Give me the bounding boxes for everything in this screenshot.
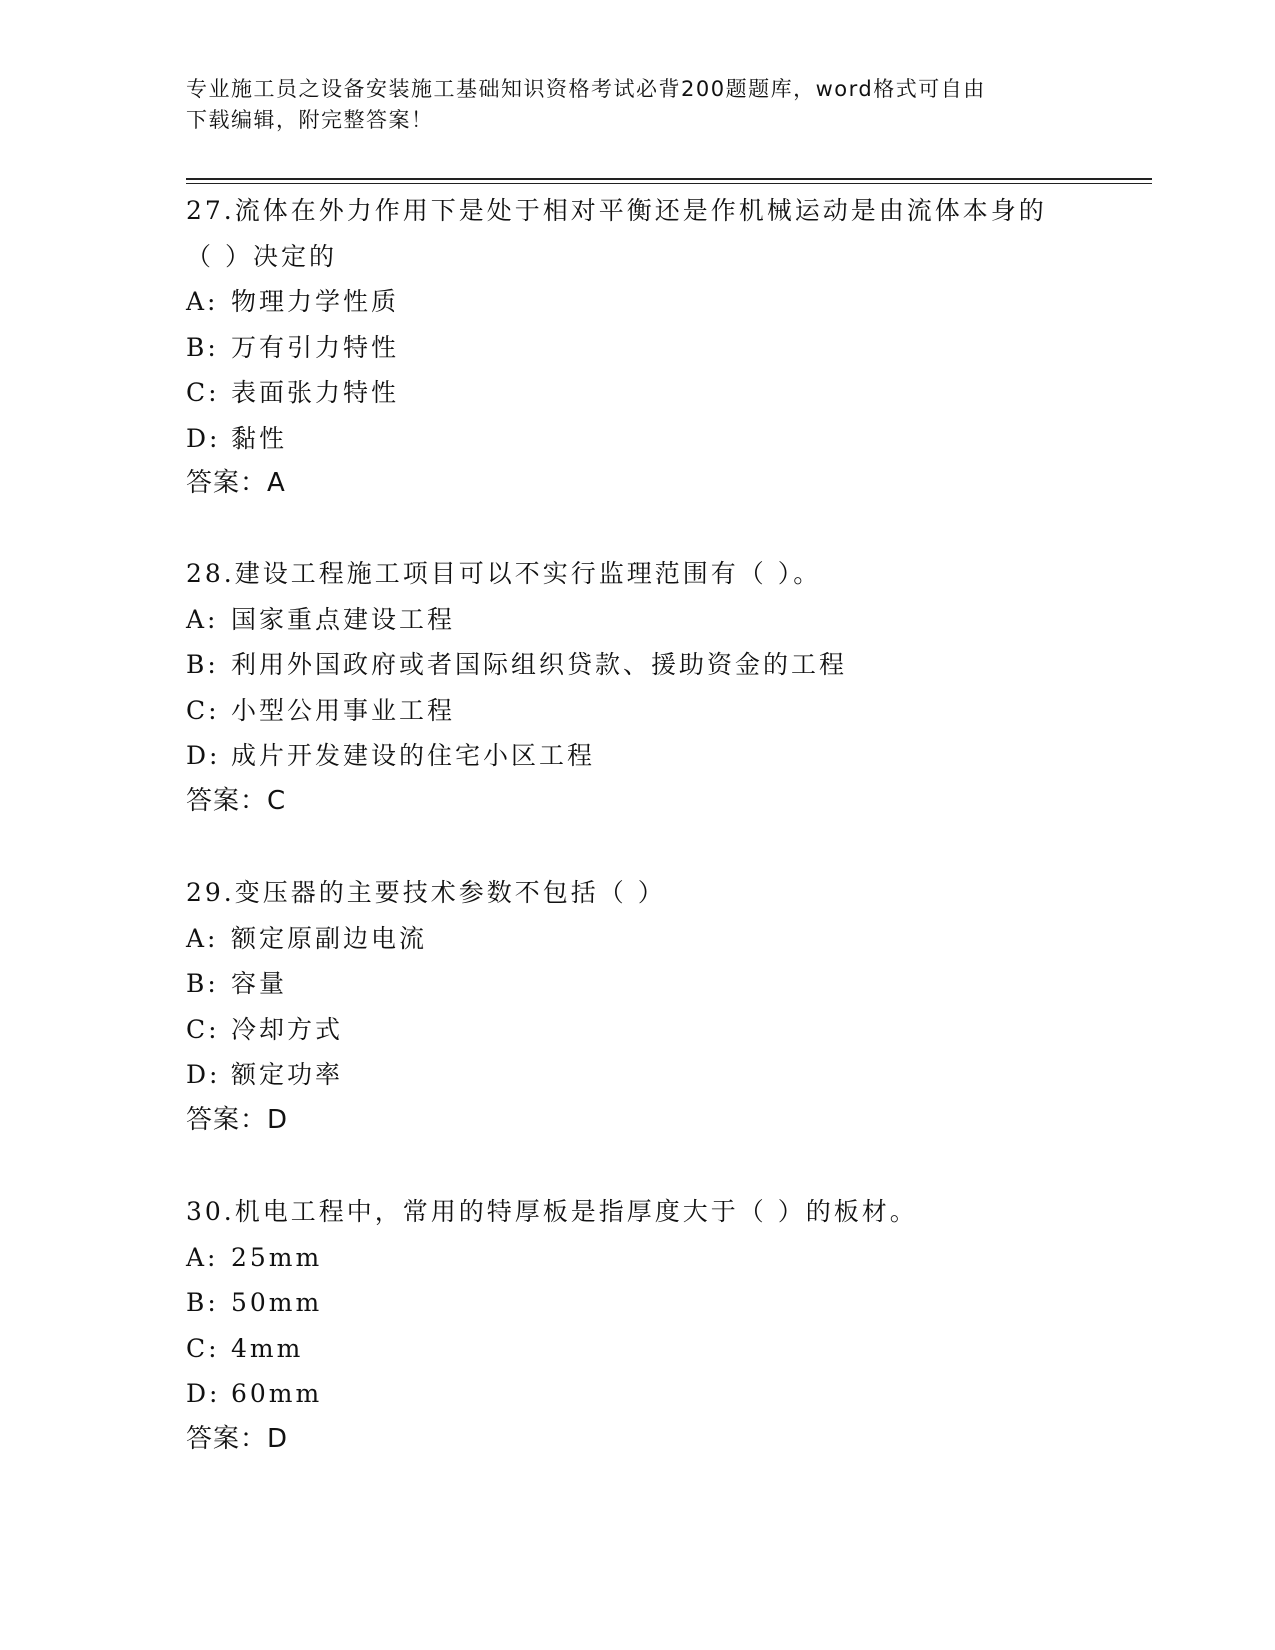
- option-text: 成片开发建设的住宅小区工程: [231, 741, 596, 770]
- option-letter: D:: [186, 1060, 221, 1089]
- option-text: 冷却方式: [231, 1014, 344, 1044]
- option-c: [186, 688, 1086, 734]
- option-letter: D:: [186, 741, 221, 770]
- option-d: [186, 1052, 1086, 1098]
- option-d: [186, 733, 1086, 779]
- option-text: 国家重点建设工程: [231, 604, 456, 634]
- option-letter: D:: [186, 1379, 221, 1408]
- option-d: [186, 416, 1086, 462]
- option-letter: C:: [186, 378, 220, 407]
- option-text: 利用外国政府或者国际组织贷款、援助资金的工程: [231, 650, 848, 679]
- option-a: [186, 279, 1086, 325]
- question-text-line-1: 29.变压器的主要技术参数不包括（ ）: [186, 878, 666, 907]
- option-text: 4mm: [231, 1333, 304, 1363]
- option-letter: B:: [186, 1288, 219, 1317]
- option-text: 万有引力特性: [231, 332, 400, 362]
- option-text: 25mm: [231, 1242, 323, 1272]
- answer-label: 答案：D: [186, 1423, 289, 1454]
- option-c: [186, 1007, 1086, 1053]
- option-text: 物理力学性质: [231, 287, 400, 316]
- header-line-1: 专业施工员之设备安装施工基础知识资格考试必背200题题库，word格式可自由: [186, 77, 986, 101]
- option-letter: C:: [186, 695, 220, 725]
- option-text: 额定功率: [231, 1060, 344, 1089]
- question-29: [186, 870, 1086, 1143]
- option-b: [186, 325, 1086, 371]
- option-letter: C:: [186, 1333, 220, 1363]
- option-text: 容量: [231, 969, 288, 998]
- option-b: [186, 961, 1086, 1007]
- option-text: 额定原副边电流: [231, 923, 428, 953]
- header-line-2: 下载编辑，附完整答案！: [186, 108, 434, 132]
- option-letter: B:: [186, 332, 219, 362]
- option-letter: A:: [186, 604, 219, 634]
- option-d: [186, 1371, 1086, 1417]
- option-letter: D:: [186, 423, 221, 453]
- question-30: [186, 1189, 1086, 1462]
- question-27: [186, 188, 1086, 507]
- question-text-line-1: 28.建设工程施工项目可以不实行监理范围有（ ）。: [186, 559, 822, 588]
- answer-label: 答案：A: [186, 468, 286, 498]
- option-letter: A:: [186, 287, 219, 316]
- option-text: 表面张力特性: [231, 378, 400, 407]
- question-text-line-1: 27.流体在外力作用下是处于相对平衡还是作机械运动是由流体本身的: [186, 196, 1047, 225]
- option-letter: B:: [186, 969, 219, 998]
- answer-label: 答案：C: [186, 785, 287, 816]
- document-header: [186, 74, 1066, 136]
- header-divider-thin: [186, 183, 1152, 184]
- option-letter: A:: [186, 1242, 219, 1272]
- option-letter: A:: [186, 923, 219, 953]
- question-text-line-2: （ ）决定的: [186, 241, 337, 271]
- option-text: 50mm: [231, 1288, 323, 1317]
- option-a: [186, 916, 1086, 962]
- option-a: [186, 597, 1086, 643]
- answer-label: 答案：D: [186, 1104, 289, 1135]
- option-letter: C:: [186, 1014, 220, 1044]
- option-text: 60mm: [231, 1379, 323, 1408]
- question-text-line-1: 30.机电工程中，常用的特厚板是指厚度大于（ ）的板材。: [186, 1197, 918, 1226]
- option-letter: B:: [186, 650, 219, 679]
- option-text: 黏性: [231, 423, 288, 453]
- option-a: [186, 1235, 1086, 1281]
- option-b: [186, 642, 1086, 688]
- option-text: 小型公用事业工程: [231, 695, 456, 725]
- option-b: [186, 1280, 1086, 1326]
- question-28: [186, 551, 1086, 824]
- header-divider-thick: [186, 178, 1152, 180]
- option-c: [186, 1326, 1086, 1372]
- option-c: [186, 370, 1086, 416]
